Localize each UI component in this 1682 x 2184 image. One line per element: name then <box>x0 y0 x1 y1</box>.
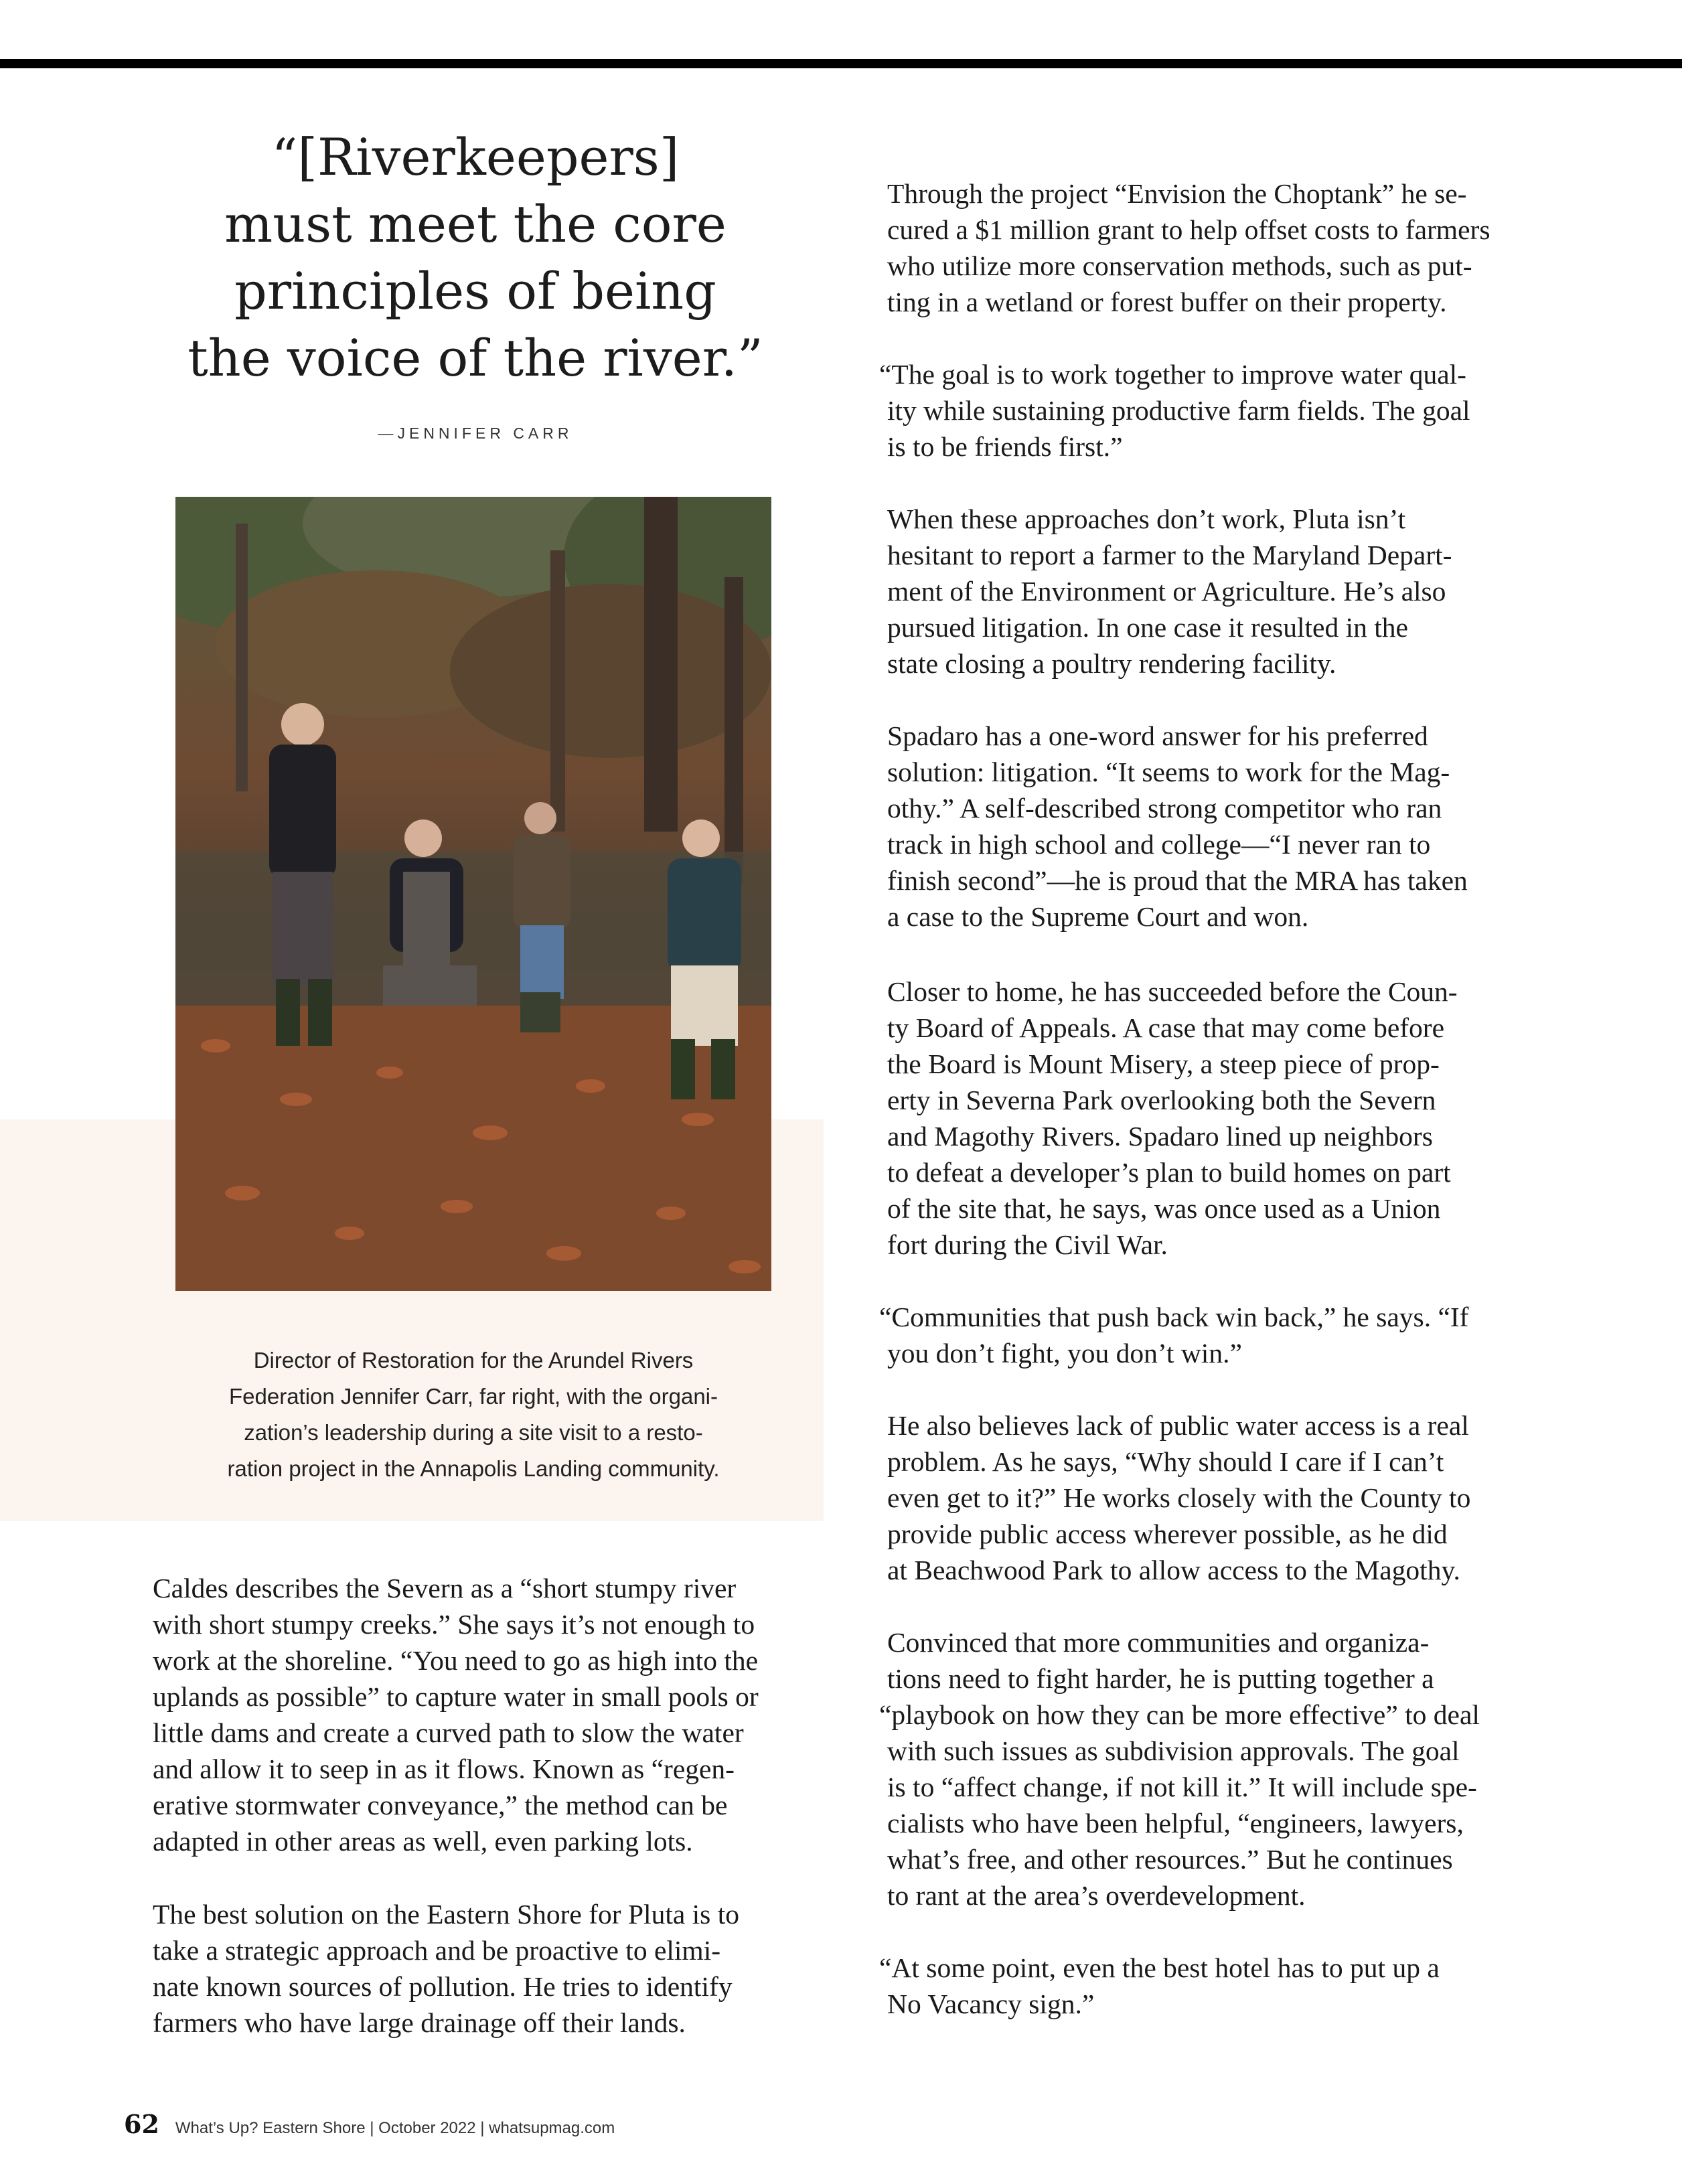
text-line: “The goal is to work together to improve water qual- <box>879 359 1466 390</box>
text-line: cialists who have been helpful, “engineers, lawyers, <box>887 1808 1464 1839</box>
text-line: is to be friends first.” <box>887 431 1123 462</box>
caption-line: zation’s leadership during a site visit to a resto- <box>244 1420 703 1445</box>
text-line: with short stumpy creeks.” She says it’s not enough to <box>153 1609 755 1640</box>
right-column-paragraph <box>879 1299 1557 1371</box>
text-line: and allow it to seep in as it flows. Known as “regen- <box>153 1753 735 1784</box>
top-rule <box>0 59 1682 68</box>
text-line: erative stormwater conveyance,” the method can be <box>153 1790 728 1820</box>
text-line: Through the project “Envision the Choptank” he se- <box>887 178 1467 209</box>
text-line: of the site that, he says, was once used as a Union <box>887 1193 1441 1224</box>
text-line: adapted in other areas as well, even parking lots. <box>153 1826 693 1857</box>
photo-caption <box>175 1342 771 1487</box>
text-line: When these approaches don’t work, Pluta isn’t <box>887 503 1406 534</box>
left-column-paragraph <box>153 1570 822 1859</box>
pull-quote-line: must meet the core <box>224 194 727 254</box>
text-line: at Beachwood Park to allow access to the Magothy. <box>887 1555 1460 1585</box>
pull-quote-line: principles of being <box>234 261 716 321</box>
text-line: No Vacancy sign.” <box>887 1988 1095 2019</box>
text-line: Caldes describes the Severn as a “short stumpy river <box>153 1573 737 1604</box>
text-line: pursued litigation. In one case it resulted in the <box>887 612 1408 643</box>
text-line: ty Board of Appeals. A case that may come before <box>887 1012 1445 1043</box>
restoration-team-photo <box>175 497 771 1291</box>
text-line: Spadaro has a one-word answer for his preferred <box>887 720 1428 751</box>
pull-quote-attribution: —JENNIFER CARR <box>378 424 573 442</box>
right-column-paragraph <box>887 718 1557 935</box>
text-line: erty in Severna Park overlooking both the Severn <box>887 1085 1436 1115</box>
pull-quote-line: the voice of the river.” <box>187 328 763 388</box>
text-line: “playbook on how they can be more effective” to deal <box>879 1699 1480 1730</box>
text-line: tions need to fight harder, he is putting together a <box>887 1663 1434 1694</box>
text-line: Closer to home, he has succeeded before the Coun- <box>887 976 1458 1007</box>
text-line: problem. As he says, “Why should I care if I can’t <box>887 1446 1444 1477</box>
text-line: and Magothy Rivers. Spadaro lined up neighbors <box>887 1121 1433 1152</box>
right-column-paragraph <box>887 501 1557 682</box>
person-back <box>514 802 570 1032</box>
text-line: He also believes lack of public water access is a real <box>887 1410 1469 1441</box>
text-line: with such issues as subdivision approvals. The goal <box>887 1735 1460 1766</box>
pull-quote-line: “[Riverkeepers] <box>271 127 680 187</box>
text-line: “At some point, even the best hotel has to put up a <box>879 1952 1440 1983</box>
text-line: even get to it?” He works closely with the County to <box>887 1482 1471 1513</box>
text-line: what’s free, and other resources.” But he continues <box>887 1844 1453 1875</box>
text-line: The best solution on the Eastern Shore for Pluta is to <box>153 1899 739 1930</box>
text-line: to rant at the area’s overdevelopment. <box>887 1880 1306 1911</box>
right-column-paragraph <box>887 175 1557 320</box>
text-line: track in high school and college—“I never ran to <box>887 829 1431 860</box>
text-line: nate known sources of pollution. He tries to identify <box>153 1971 733 2002</box>
text-line: farmers who have large drainage off their lands. <box>153 2007 686 2038</box>
text-line: little dams and create a curved path to slow the water <box>153 1717 744 1748</box>
text-line: fort during the Civil War. <box>887 1229 1168 1260</box>
text-line: state closing a poultry rendering facility. <box>887 648 1336 679</box>
pull-quote <box>154 124 797 392</box>
text-line: provide public access wherever possible, as he did <box>887 1518 1448 1549</box>
text-line: solution: litigation. “It seems to work for the Mag- <box>887 757 1450 787</box>
text-line: you don’t fight, you don’t win.” <box>887 1338 1242 1369</box>
text-line: is to “affect change, if not kill it.” It will include spe- <box>887 1772 1477 1802</box>
caption-line: Federation Jennifer Carr, far right, with the organi- <box>228 1384 718 1409</box>
text-line: take a strategic approach and be proactive to elimi- <box>153 1935 721 1966</box>
right-column-paragraph <box>887 973 1557 1263</box>
text-line: uplands as possible” to capture water in small pools or <box>153 1681 759 1712</box>
caption-line: Director of Restoration for the Arundel Rivers <box>253 1348 694 1373</box>
text-line: ting in a wetland or forest buffer on their property. <box>887 287 1447 317</box>
text-line: cured a $1 million grant to help offset costs to farmers <box>887 214 1490 245</box>
text-line: othy.” A self-described strong competitor who ran <box>887 793 1442 824</box>
right-column-paragraph <box>887 1407 1557 1588</box>
text-line: who utilize more conservation methods, such as put- <box>887 250 1472 281</box>
footer-publication-info: What’s Up? Eastern Shore | October 2022 | whatsupmag.com <box>175 2119 615 2137</box>
text-line: ment of the Environment or Agriculture. He’s also <box>887 576 1446 607</box>
text-line: work at the shoreline. “You need to go as high into the <box>153 1645 759 1676</box>
caption-line: ration project in the Annapolis Landing community. <box>227 1456 720 1481</box>
text-line: finish second”—he is proud that the MRA has taken <box>887 865 1468 896</box>
page-footer <box>124 2109 615 2139</box>
left-column-paragraph <box>153 1896 822 2041</box>
right-column-paragraph <box>879 1624 1557 1914</box>
text-line: the Board is Mount Misery, a steep piece of prop- <box>887 1048 1440 1079</box>
text-line: a case to the Supreme Court and won. <box>887 901 1309 932</box>
right-column-paragraph <box>879 356 1557 465</box>
text-line: Convinced that more communities and organiza- <box>887 1627 1430 1658</box>
text-line: to defeat a developer’s plan to build homes on part <box>887 1157 1451 1188</box>
text-line: ity while sustaining productive farm fields. The goal <box>887 395 1470 426</box>
right-column-paragraph <box>879 1950 1557 2022</box>
text-line: “Communities that push back win back,” he says. “If <box>879 1302 1469 1332</box>
text-line: hesitant to report a farmer to the Maryland Depart- <box>887 540 1452 570</box>
page-number: 62 <box>124 2109 159 2139</box>
